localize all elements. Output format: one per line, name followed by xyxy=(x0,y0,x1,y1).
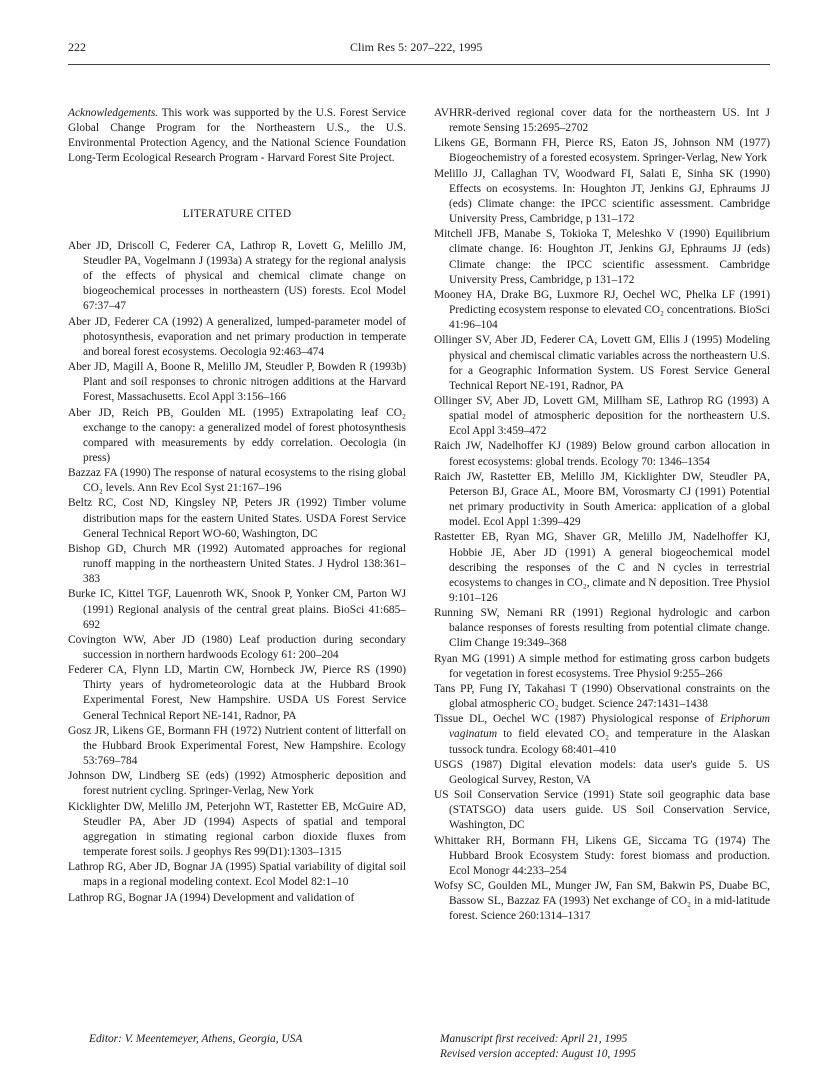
reference-entry: Mooney HA, Drake BG, Luxmore RJ, Oechel WC, Phelka LF (1991) Predicting ecosystem response to elevated CO₂ concentrations. BioSci 41:96–104 xyxy=(434,288,770,332)
reference-entry: Likens GE, Bormann FH, Pierce RS, Eaton JS, Johnson NM (1977) Biogeochemistry of a forested ecosystem. Springer-Verlag, New York xyxy=(434,137,770,165)
editor-note: Editor: V. Meentemeyer, Athens, Georgia, USA xyxy=(89,1033,303,1045)
reference-entry: Tissue DL, Oechel WC (1987) Physiological response of Eriphorum vaginatum to field elevated CO₂ and temperature in the Alaskan tussock tundra. Ecology 68:401–410 xyxy=(434,713,770,756)
left-column xyxy=(68,106,406,906)
reference-entry: Bazzaz FA (1990) The response of natural ecosystems to the rising global CO₂ levels. Ann Rev Ecol Syst 21:167–196 xyxy=(68,467,406,495)
page-header xyxy=(68,34,770,65)
reference-entry: AVHRR-derived regional cover data for the northeastern US. Int J remote Sensing 15:2695–2702 xyxy=(434,107,770,135)
reference-entry: Ollinger SV, Aber JD, Lovett GM, Millham SE, Lathrop RG (1993) A spatial model of atmospheric deposition for the northeastern U.S. Ecol Appl 3:459–472 xyxy=(434,394,770,438)
reference-entry: Aber JD, Magill A, Boone R, Melillo JM, Steudler P, Bowden R (1993b) Plant and soil responses to chronic nitrogen additions at the Harvard Forest, Massachusetts. Ecol Appl 3:156–166 xyxy=(68,361,406,404)
reference-entry: Kicklighter DW, Melillo JM, Peterjohn WT, Rastetter EB, McGuire AD, Steudler PA, Aber JD (1994) Aspects of spatial and temporal aggregation in stimating regional carbon dioxide fluxes from temperate forest soils. J geophys Res 99(D1):1303–1315 xyxy=(68,800,406,859)
right-column xyxy=(434,106,770,924)
reference-entry: Tans PP, Fung IY, Takahasi T (1990) Observational constraints on the global atmospheric CO₂ budget. Science 247:1431–1438 xyxy=(434,682,770,711)
page-number: 222 xyxy=(68,40,86,54)
reference-entry: Beltz RC, Cost ND, Kingsley NP, Peters JR (1992) Timber volume distribution maps for the eastern United States. USDA Forest Service General Technical Report WO-60, Washington, DC xyxy=(68,497,406,540)
reference-entry: Raich JW, Rastetter EB, Melillo JM, Kicklighter DW, Steudler PA, Peterson BJ, Grace AL, Moore BM, Vorosmarty CJ (1991) Potential net primary productivity in South America: application of a global model. Ecol Appl 1:399–429 xyxy=(434,470,770,529)
references-left xyxy=(68,239,406,906)
acknowledgements xyxy=(68,106,406,167)
reference-entry: Raich JW, Nadelhoffer KJ (1989) Below ground carbon allocation in forest ecosystems: global trends. Ecology 70: 1346–1354 xyxy=(434,440,770,468)
running-head: Clim Res 5: 207–222, 1995 xyxy=(350,40,483,54)
acknowledgements-text: This work was supported by the U.S. Forest Service Global Change Program for the Northeastern U.S., the U.S. Environmental Protection Agency, and the National Science Foundation Long-Term Ecological Research Program - Harvard Forest Site Project. xyxy=(68,107,406,165)
reference-entry: Mitchell JFB, Manabe S, Tokioka T, Meleshko V (1990) Equilibrium climate change. I6: Houghton JT, Jenkins GJ, Ephraums JJ (eds) Climate change: the IPCC scientific assessment. Cambridge University Press, Cambridge, p 131–172 xyxy=(434,228,770,286)
reference-entry: US Soil Conservation Service (1991) State soil geographic data base (STATSGO) data users guide. US Soil Conservation Service, Washington, DC xyxy=(434,789,770,832)
acknowledgements-title: Acknowledgements. xyxy=(68,107,159,119)
reference-entry: Ryan MG (1991) A simple method for estimating gross carbon budgets for vegetation in forest ecosystems. Tree Physiol 9:255–266 xyxy=(434,652,770,680)
reference-entry: Aber JD, Driscoll C, Federer CA, Lathrop R, Lovett G, Melillo JM, Steudler PA, Vogelmann J (1993a) A strategy for the regional analysis of the effects of physical and chemical climate change on biogeochemical processes in northeastern (US) forests. Ecol Model 67:37–47 xyxy=(68,239,406,313)
reference-entry: Aber JD, Reich PB, Goulden ML (1995) Extrapolating leaf CO₂ exchange to the canopy: a generalized model of forest photosynthesis compared with measurements by eddy correlation. Oecologia (in press) xyxy=(68,406,406,464)
reference-entry: Lathrop RG, Bognar JA (1994) Development and validation of xyxy=(68,891,355,904)
reference-entry: Melillo JJ, Callaghan TV, Woodward FI, Salati E, Sinha SK (1990) Effects on ecosystems. In: Houghton JT, Jenkins GJ, Ephraums JJ (eds) Climate change: the IPCC scientific assessment. Cambridge University Press, Cambridge, p 131–172 xyxy=(434,167,770,226)
revised-date: Revised version accepted: August 10, 1995 xyxy=(440,1048,636,1060)
reference-entry: USGS (1987) Digital elevation models: data user's guide 5. US Geological Survey, Reston, VA xyxy=(434,758,770,786)
reference-entry: Johnson DW, Lindberg SE (eds) (1992) Atmospheric deposition and forest nutrient cycling. Springer-Verlag, New York xyxy=(68,770,406,798)
received-date: Manuscript first received: April 21, 1995 xyxy=(440,1033,628,1045)
reference-entry: Gosz JR, Likens GE, Bormann FH (1972) Nutrient content of litterfall on the Hubbard Brook Experimental Forest, New Hampshire. Ecology 53:769–784 xyxy=(68,724,406,768)
manuscript-dates xyxy=(440,1032,770,1062)
reference-entry: Ollinger SV, Aber JD, Federer CA, Lovett GM, Ellis J (1995) Modeling physical and chemiscal climatic variables across the northeastern U.S. for a Geographic Information System. US Forest Service General Technical Report NE-191, Radnor, PA xyxy=(434,334,770,392)
reference-entry: Running SW, Nemani RR (1991) Regional hydrologic and carbon balance responses of forests resulting from potential climate change. Clim Change 19:349–368 xyxy=(434,607,770,650)
reference-entry: Federer CA, Flynn LD, Martin CW, Hornbeck JW, Pierce RS (1990) Thirty years of hydrometeorologic data at the Hubbard Brook Experimental Forest, New Hampshire. USDA US Forest Service General Technical Report NE-141, Radnor, PA xyxy=(68,664,406,722)
references-right xyxy=(434,106,770,924)
reference-entry: Whittaker RH, Bormann FH, Likens GE, Siccama TG (1974) The Hubbard Brook Ecosystem Study: forest biomass and production. Ecol Monogr 44:233–254 xyxy=(434,834,770,877)
reference-entry: Wofsy SC, Goulden ML, Munger JW, Fan SM, Bakwin PS, Duabe BC, Bassow SL, Bazzaz FA (1993) Net exchange of CO₂ in a mid-latitude forest. Science 260:1314–1317 xyxy=(434,879,770,923)
reference-entry: Burke IC, Kittel TGF, Lauenroth WK, Snook P, Yonker CM, Parton WJ (1991) Regional analysis of the central great plains. BioSci 41:685–692 xyxy=(68,588,406,631)
reference-entry: Bishop GD, Church MR (1992) Automated approaches for regional runoff mapping in the northeastern United States. J Hydrol 138:361–383 xyxy=(68,542,406,586)
reference-entry: Aber JD, Federer CA (1992) A generalized, lumped-parameter model of photosynthesis, evaporation and net primary production in temperate and boreal forest ecosystems. Oecologia 92:463–474 xyxy=(68,315,406,358)
literature-cited-heading: LITERATURE CITED xyxy=(182,207,292,220)
reference-entry: Covington WW, Aber JD (1980) Leaf production during secondary succession in northern hardwoods Ecology 61: 200–204 xyxy=(68,633,406,661)
reference-entry: Lathrop RG, Aber JD, Bognar JA (1995) Spatial variability of digital soil maps in a regional modeling context. Ecol Model 82:1–10 xyxy=(68,861,406,889)
reference-entry: Rastetter EB, Ryan MG, Shaver GR, Melillo JM, Nadelhoffer KJ, Hobbie JE, Aber JD (1991) A general biogeochemical model describing the responses of the C and N cycles in terrestrial ecosystems to changes in CO₂, climate and N deposition. Tree Physiol 9:101–126 xyxy=(434,531,770,604)
